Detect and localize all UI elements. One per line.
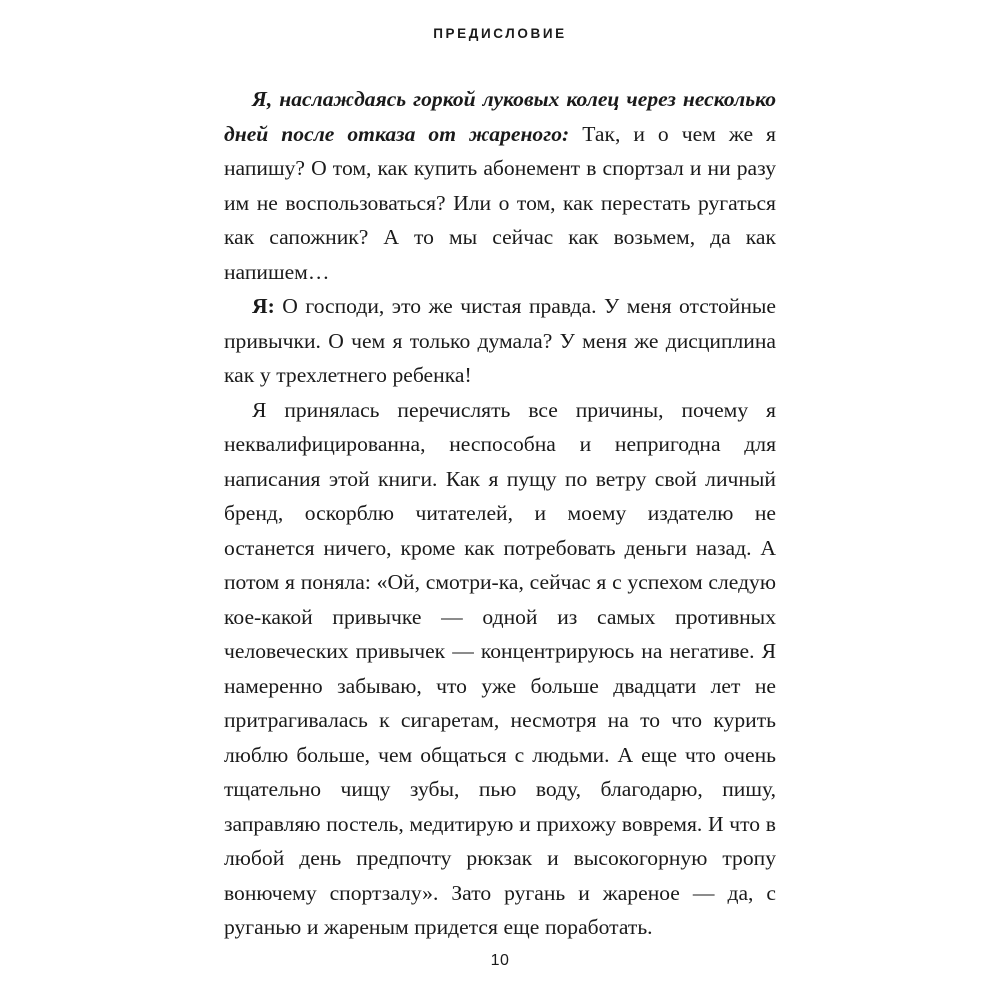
paragraph-2-lead: Я:	[252, 294, 275, 318]
running-head: ПРЕДИСЛОВИЕ	[433, 26, 567, 41]
paragraph-1	[224, 82, 776, 289]
paragraph-3-text: Я принялась перечислять все причины, почему я неквалифицированна, неспособна и непригодна для написания этой книги. Как я пущу по ветру свой личный бренд, оскорблю читателей, и моему издателю не останется ничего, кроме как потребовать деньги назад. А потом я поняла: «Ой, смотри-ка, сейчас я с успехом следую кое-какой привычке — одной из самых противных человеческих привычек — концентрируюсь на негативе. Я намеренно забываю, что уже больше двадцати лет не притрагивалась к сигаретам, несмотря на то что курить люблю больше, чем общаться с людьми. А еще что очень тщательно чищу зубы, пью воду, благодарю, пишу, заправляю постель, медитирую и прихожу вовремя. И что в любой день предпочту рюкзак и высокогорную тропу вонючему спортзалу». Зато ругань и жареное — да, с руганью и жареным придется еще поработать.	[224, 397, 776, 939]
paragraph-2-text: О господи, это же чистая правда. У меня отстойные привычки. О чем я только думала? У меня же дисциплина как у трехлетнего ребенка!	[224, 294, 776, 387]
body-text-block	[224, 82, 776, 945]
paragraph-1-lead: Я, наслаждаясь горкой луковых колец через несколько дней после отказа от жареного:	[224, 87, 776, 146]
paragraph-3	[224, 393, 776, 945]
paragraph-1-text: Так, и о чем же я напишу? О том, как купить абонемент в спортзал и ни разу им не воспользоваться? Или о том, как перестать ругаться как сапожник? А то мы сейчас как возьмем, да как напишем…	[224, 121, 776, 284]
page-number: 10	[490, 952, 510, 969]
paragraph-2	[224, 289, 776, 393]
